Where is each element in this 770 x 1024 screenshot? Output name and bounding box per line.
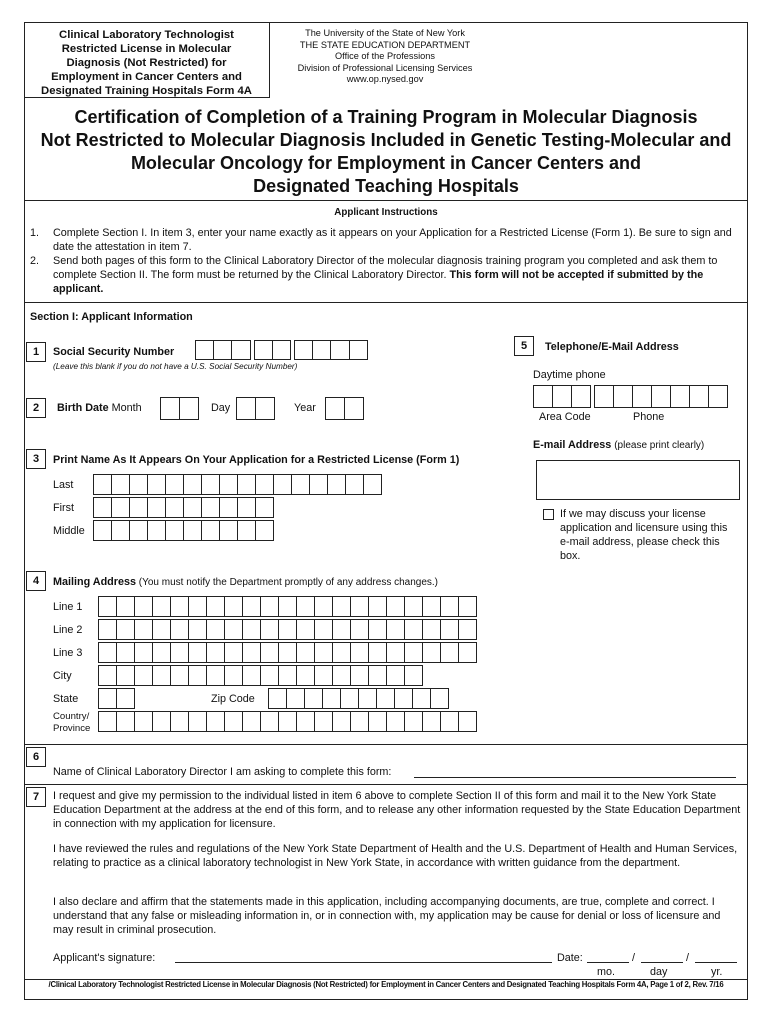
input-cell[interactable] [224,596,243,617]
department-header [280,28,490,86]
ssn-input[interactable] [195,340,367,360]
input-cell[interactable] [152,711,171,732]
document-title [30,106,742,198]
divider [24,200,748,201]
date-separator: / [632,952,635,964]
email-consent-checkbox[interactable] [543,509,554,520]
input-cell[interactable] [440,642,459,663]
input-cell[interactable] [286,688,305,709]
input-cell[interactable] [440,619,459,640]
input-cell[interactable] [304,688,323,709]
input-cell[interactable] [458,711,477,732]
input-cell[interactable] [296,642,315,663]
input-cell[interactable] [213,340,232,360]
input-cell[interactable] [571,385,591,408]
input-cell[interactable] [242,596,261,617]
input-cell[interactable] [224,642,243,663]
instruction-item-2-text: Send both pages of this form to the Clinical Laboratory Director of the molecular diagnosis training program you completed and ask them to complete Section II. The form must be returned by the Clinical Laboratory Director. [53,255,718,281]
input-cell[interactable] [296,665,315,686]
input-cell[interactable] [296,596,315,617]
director-name-label: Name of Clinical Laboratory Director I am asking to complete this form: [53,766,392,778]
input-cell[interactable] [179,397,199,420]
input-cell[interactable] [98,665,117,686]
rules-paragraph: I have reviewed the rules and regulations of the New York State Department of Health and the U.S. Department of Health and Human Services, relating to practice as a clinical laboratory technologist in New York State, in accordance with written guidance from the department. [53,843,738,869]
input-cell[interactable] [613,385,633,408]
input-cell[interactable] [170,596,189,617]
input-cell[interactable] [188,665,207,686]
dept-line: The University of the State of New York [305,28,465,38]
address-line-2-input[interactable] [98,619,476,640]
input-cell[interactable] [98,688,117,709]
input-cell[interactable] [129,520,148,541]
input-cell[interactable] [322,688,341,709]
address-line-1-label: Line 1 [53,601,83,613]
input-cell[interactable] [116,665,135,686]
input-cell[interactable] [116,596,135,617]
input-cell[interactable] [111,520,130,541]
dept-line: THE STATE EDUCATION DEPARTMENT [299,39,471,50]
input-cell[interactable] [314,711,333,732]
input-cell[interactable] [206,642,225,663]
form-name-line: Designated Training Hospitals Form 4A [41,85,252,97]
section-1-heading: Section I: Applicant Information [30,311,193,323]
input-cell[interactable] [237,474,256,495]
input-cell[interactable] [98,619,117,640]
input-cell[interactable] [236,397,256,420]
input-cell[interactable] [219,497,238,518]
input-cell[interactable] [458,619,477,640]
date-day-input[interactable] [641,962,683,963]
input-cell[interactable] [268,688,287,709]
input-cell[interactable] [412,688,431,709]
input-cell[interactable] [260,711,279,732]
print-name-label: Print Name As It Appears On Your Application for a Restricted License (Form 1) [53,454,460,466]
state-label: State [53,693,79,705]
dept-line: Division of Professional Licensing Services [297,62,473,73]
input-cell[interactable] [404,642,423,663]
input-cell[interactable] [533,385,553,408]
signature-input[interactable] [175,962,552,963]
input-cell[interactable] [183,497,202,518]
input-cell[interactable] [594,385,614,408]
input-cell[interactable] [255,520,274,541]
item-number: 1 [26,342,46,362]
input-cell[interactable] [404,665,423,686]
input-cell[interactable] [314,665,333,686]
dept-line: Office of the Professions [335,51,435,61]
input-cell[interactable] [219,474,238,495]
input-cell[interactable] [273,474,292,495]
date-separator: / [686,952,689,964]
input-cell[interactable] [327,474,346,495]
input-cell[interactable] [242,711,261,732]
input-cell[interactable] [422,642,441,663]
input-cell[interactable] [394,688,413,709]
ssn-note: (Leave this blank if you do not have a U.S. Social Security Number) [53,362,298,371]
form-name-line: Restricted License in Molecular [61,43,232,55]
address-line-3-input[interactable] [98,642,476,663]
input-cell[interactable] [368,619,387,640]
page-footer: /Clinical Laboratory Technologist Restricted License in Molecular Diagnosis (Not Restricted) for Employment in Cancer Centers and Designated Teaching Hospitals Form 4A, Page 1 of 2, Rev. 7/16 [48,980,724,989]
input-cell[interactable] [332,711,351,732]
input-cell[interactable] [358,688,377,709]
email-note: (please print clearly) [614,440,705,451]
instruction-number: 2. [30,255,40,267]
input-cell[interactable] [116,711,135,732]
input-cell[interactable] [350,711,369,732]
day-label: Day [211,402,231,414]
input-cell[interactable] [183,520,202,541]
input-cell[interactable] [255,497,274,518]
input-cell[interactable] [134,665,153,686]
daytime-phone-input[interactable] [533,385,727,408]
input-cell[interactable] [632,385,652,408]
input-cell[interactable] [363,474,382,495]
input-cell[interactable] [440,596,459,617]
day-caption: day [650,966,668,978]
input-cell[interactable] [93,497,112,518]
input-cell[interactable] [165,474,184,495]
input-cell[interactable] [242,665,261,686]
input-cell[interactable] [440,711,459,732]
instructions-heading: Applicant Instructions [334,207,438,218]
input-cell[interactable] [170,665,189,686]
instruction-number: 1. [30,227,40,239]
input-cell[interactable] [98,642,117,663]
state-input[interactable] [98,688,134,709]
input-cell[interactable] [386,619,405,640]
input-cell[interactable] [344,397,364,420]
input-cell[interactable] [242,619,261,640]
input-cell[interactable] [111,497,130,518]
zip-code-label: Zip Code [211,693,255,705]
input-cell[interactable] [296,711,315,732]
input-cell[interactable] [188,619,207,640]
input-cell[interactable] [201,474,220,495]
input-cell[interactable] [129,497,148,518]
input-cell[interactable] [237,497,256,518]
middle-name-input[interactable] [93,520,273,541]
item-number: 6 [26,747,46,767]
input-cell[interactable] [651,385,671,408]
input-cell[interactable] [134,596,153,617]
item-number: 4 [26,571,46,591]
input-cell[interactable] [206,596,225,617]
input-cell[interactable] [458,642,477,663]
form-name-line: Clinical Laboratory Technologist [59,29,234,41]
input-cell[interactable] [368,665,387,686]
input-cell[interactable] [368,711,387,732]
birth-day-input[interactable] [236,397,274,420]
signature-label: Applicant's signature: [53,952,156,964]
input-cell[interactable] [201,520,220,541]
input-cell[interactable] [134,642,153,663]
mailing-address-label: Mailing Address [53,576,136,588]
input-cell[interactable] [332,619,351,640]
divider [24,744,748,745]
input-cell[interactable] [260,665,279,686]
phone-label: Phone [633,411,665,423]
input-cell[interactable] [350,596,369,617]
input-cell[interactable] [195,340,214,360]
input-cell[interactable] [458,596,477,617]
input-cell[interactable] [93,520,112,541]
birth-date-row [57,401,142,415]
input-cell[interactable] [708,385,728,408]
input-cell[interactable] [116,619,135,640]
input-cell[interactable] [160,397,180,420]
country-label-line: Province [53,723,91,734]
telephone-email-label: Telephone/E-Mail Address [545,341,679,353]
input-cell[interactable] [350,665,369,686]
birth-date-label: Birth Date [57,402,109,414]
input-cell[interactable] [340,688,359,709]
month-label: Month [111,402,142,414]
form-name-line: Employment in Cancer Centers and [51,71,242,83]
divider [24,784,748,785]
input-cell[interactable] [201,497,220,518]
input-cell[interactable] [291,474,310,495]
input-cell[interactable] [255,397,275,420]
item-number: 7 [26,787,46,807]
date-label: Date: [557,952,583,964]
year-caption: yr. [711,966,723,978]
form-name-box [24,22,270,98]
date-month-input[interactable] [587,962,629,963]
input-cell[interactable] [278,642,297,663]
input-cell[interactable] [386,711,405,732]
affirmation-paragraph: I also declare and affirm that the statements made in this application, including accompanying documents, are true, complete and correct. I understand that any false or misleading information in, or in connection with, my application may be cause for denial or loss of licensure and may result in criminal prosecution. [53,896,721,936]
input-cell[interactable] [670,385,690,408]
input-cell[interactable] [188,711,207,732]
input-cell[interactable] [552,385,572,408]
divider [24,302,748,303]
middle-name-label: Middle [53,525,85,537]
input-cell[interactable] [152,642,171,663]
input-cell[interactable] [93,474,112,495]
input-cell[interactable] [165,497,184,518]
input-cell[interactable] [219,520,238,541]
item-number: 5 [514,336,534,356]
input-cell[interactable] [368,596,387,617]
input-cell[interactable] [116,688,135,709]
input-cell[interactable] [116,642,135,663]
country-input[interactable] [98,711,476,732]
input-cell[interactable] [332,642,351,663]
input-cell[interactable] [345,474,364,495]
form-name-line: Diagnosis (Not Restricted) for [66,57,227,69]
first-name-label: First [53,502,74,514]
input-cell[interactable] [206,711,225,732]
input-cell[interactable] [294,340,313,360]
input-cell[interactable] [330,340,349,360]
input-cell[interactable] [404,711,423,732]
area-code-label: Area Code [539,411,591,423]
input-cell[interactable] [350,619,369,640]
city-label: City [53,670,72,682]
input-cell[interactable] [254,340,273,360]
input-cell[interactable] [255,474,274,495]
address-line-2-label: Line 2 [53,624,83,636]
country-label-line: Country/ [53,711,90,722]
input-cell[interactable] [170,711,189,732]
input-cell[interactable] [422,596,441,617]
input-cell[interactable] [386,665,405,686]
instruction-item-1: Complete Section I. In item 3, enter your name exactly as it appears on your Application for a Restricted License (Form 1). Be sure to sign and date the attestation in item 7. [53,227,732,253]
zip-code-input[interactable] [268,688,448,709]
title-line: Not Restricted to Molecular Diagnosis Included in Genetic Testing-Molecular and [40,130,732,150]
input-cell[interactable] [170,619,189,640]
input-cell[interactable] [272,340,291,360]
date-year-input[interactable] [695,962,737,963]
input-cell[interactable] [242,642,261,663]
input-cell[interactable] [314,596,333,617]
input-cell[interactable] [152,619,171,640]
input-cell[interactable] [278,619,297,640]
input-cell[interactable] [98,711,117,732]
city-input[interactable] [98,665,422,686]
input-cell[interactable] [278,596,297,617]
input-cell[interactable] [134,711,153,732]
input-cell[interactable] [188,642,207,663]
input-cell[interactable] [224,619,243,640]
mailing-address-note: (You must notify the Department promptly of any address changes.) [138,577,439,588]
input-cell[interactable] [309,474,328,495]
input-cell[interactable] [296,619,315,640]
input-cell[interactable] [129,474,148,495]
title-line: Certification of Completion of a Training Program in Molecular Diagnosis [74,107,698,127]
input-cell[interactable] [404,619,423,640]
input-cell[interactable] [332,596,351,617]
director-name-input[interactable] [414,777,736,778]
input-cell[interactable] [368,642,387,663]
input-cell[interactable] [386,642,405,663]
daytime-phone-label: Daytime phone [533,369,606,381]
permission-paragraph: I request and give my permission to the individual listed in item 6 above to complete Section II of this form and mail it to the New York State Education Department at the address at the end of this form, and to release any other information requested by the State Education Department in connection with my application for licensure. [53,790,741,830]
input-cell[interactable] [430,688,449,709]
input-cell[interactable] [314,642,333,663]
input-cell[interactable] [278,711,297,732]
input-cell[interactable] [224,711,243,732]
input-cell[interactable] [206,619,225,640]
country-label [53,711,90,735]
input-cell[interactable] [422,711,441,732]
input-cell[interactable] [349,340,368,360]
input-cell[interactable] [260,642,279,663]
input-cell[interactable] [147,497,166,518]
instruction-item-2-warning: This form will not be accepted if submitted by the applicant. [53,269,704,295]
email-input[interactable] [536,460,740,500]
input-cell[interactable] [183,474,202,495]
dept-website-link[interactable]: www.op.nysed.gov [346,74,424,84]
input-cell[interactable] [134,619,153,640]
input-cell[interactable] [152,596,171,617]
address-line-3-label: Line 3 [53,647,83,659]
year-label: Year [294,402,316,414]
input-cell[interactable] [224,665,243,686]
email-consent-text: If we may discuss your license application and licensure using this e-mail address, please check this box. [560,508,728,562]
input-cell[interactable] [332,665,351,686]
email-heading [533,438,704,453]
title-line: Designated Teaching Hospitals [253,176,519,196]
mailing-address-heading [53,575,438,590]
address-line-1-input[interactable] [98,596,476,617]
item-number: 2 [26,398,46,418]
input-cell[interactable] [170,642,189,663]
input-cell[interactable] [278,665,297,686]
birth-month-input[interactable] [160,397,198,420]
ssn-label: Social Security Number [53,346,175,358]
instruction-item-2 [53,254,743,296]
input-cell[interactable] [386,596,405,617]
input-cell[interactable] [147,474,166,495]
input-cell[interactable] [404,596,423,617]
input-cell[interactable] [689,385,709,408]
input-cell[interactable] [98,596,117,617]
input-cell[interactable] [350,642,369,663]
input-cell[interactable] [312,340,331,360]
input-cell[interactable] [422,619,441,640]
month-caption: mo. [597,966,615,978]
first-name-input[interactable] [93,497,273,518]
birth-year-input[interactable] [325,397,363,420]
last-name-input[interactable] [93,474,381,495]
input-cell[interactable] [260,596,279,617]
input-cell[interactable] [314,619,333,640]
input-cell[interactable] [237,520,256,541]
input-cell[interactable] [231,340,250,360]
item-number: 3 [26,449,46,469]
input-cell[interactable] [188,596,207,617]
input-cell[interactable] [376,688,395,709]
email-label: E-mail Address [533,439,612,451]
input-cell[interactable] [206,665,225,686]
last-name-label: Last [53,479,74,491]
input-cell[interactable] [165,520,184,541]
title-line: Molecular Oncology for Employment in Cancer Centers and [130,153,642,173]
input-cell[interactable] [152,665,171,686]
input-cell[interactable] [147,520,166,541]
input-cell[interactable] [325,397,345,420]
input-cell[interactable] [111,474,130,495]
input-cell[interactable] [260,619,279,640]
